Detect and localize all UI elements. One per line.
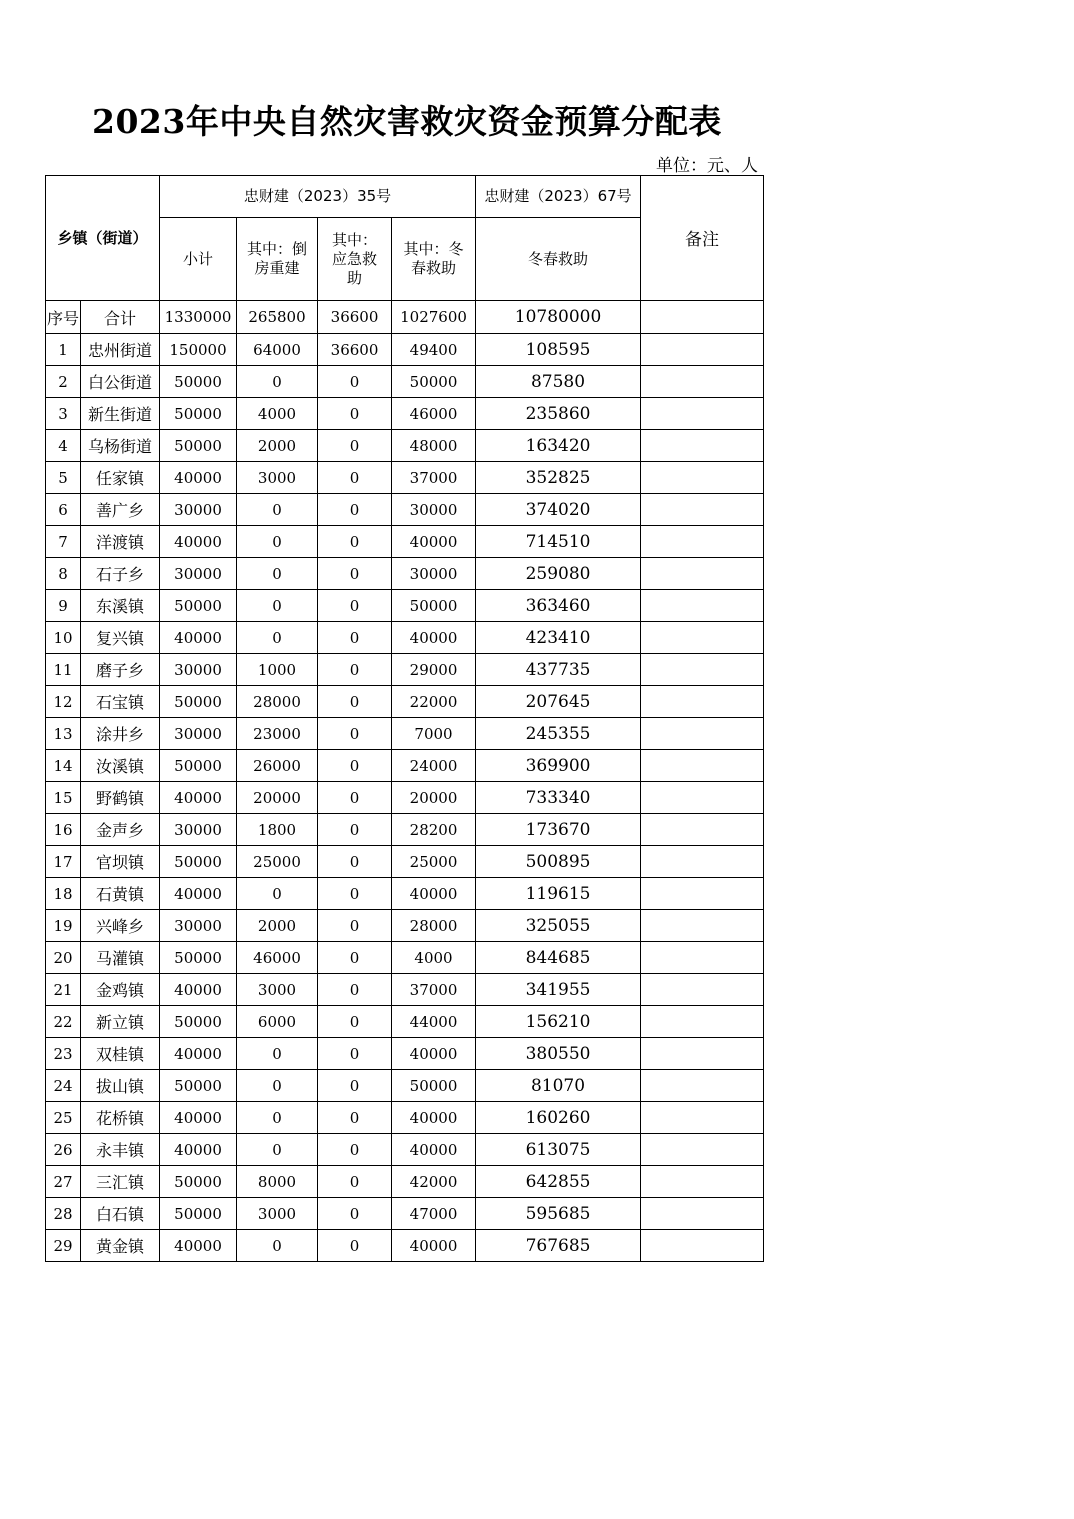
table-row [46,910,764,942]
row-number: 5 [46,462,81,494]
row-number: 3 [46,398,81,430]
collapsed-rebuild-cell: 0 [237,622,318,654]
township-name: 复兴镇 [81,622,160,654]
winter-relief-35-cell: 20000 [392,782,476,814]
total-collapsed: 265800 [237,301,318,334]
table-row [46,590,764,622]
township-name: 涂井乡 [81,718,160,750]
township-name: 汝溪镇 [81,750,160,782]
row-number: 13 [46,718,81,750]
winter-relief-67-cell: 160260 [476,1102,641,1134]
subtotal-cell: 30000 [160,558,237,590]
township-name: 马灌镇 [81,942,160,974]
winter-relief-35-cell: 24000 [392,750,476,782]
total-label: 合计 [81,301,160,334]
winter-relief-35-cell: 30000 [392,558,476,590]
remark-cell [641,718,764,750]
subtotal-cell: 50000 [160,590,237,622]
table-row [46,558,764,590]
table-row [46,1198,764,1230]
emergency-relief-cell: 0 [318,526,392,558]
winter-relief-35-cell: 40000 [392,1230,476,1262]
remark-cell [641,430,764,462]
table-row [46,366,764,398]
winter-relief-35-cell: 48000 [392,430,476,462]
subtotal-cell: 40000 [160,1102,237,1134]
winter-relief-67-cell: 613075 [476,1134,641,1166]
collapsed-rebuild-cell: 26000 [237,750,318,782]
emergency-relief-cell: 0 [318,1230,392,1262]
table-row [46,846,764,878]
emergency-relief-cell: 0 [318,910,392,942]
total-emergency: 36600 [318,301,392,334]
row-number: 15 [46,782,81,814]
winter-relief-35-cell: 40000 [392,1134,476,1166]
winter-relief-35-cell: 40000 [392,526,476,558]
township-name: 新立镇 [81,1006,160,1038]
total-winter-35: 1027600 [392,301,476,334]
emergency-relief-cell: 0 [318,1166,392,1198]
winter-relief-67-cell: 108595 [476,334,641,366]
remark-cell [641,1134,764,1166]
row-number: 17 [46,846,81,878]
table-row [46,814,764,846]
row-number: 19 [46,910,81,942]
row-number: 4 [46,430,81,462]
emergency-relief-cell: 0 [318,686,392,718]
winter-relief-67-cell: 767685 [476,1230,641,1262]
collapsed-rebuild-cell: 0 [237,1038,318,1070]
subtotal-cell: 50000 [160,1006,237,1038]
remark-cell [641,910,764,942]
remark-cell [641,846,764,878]
winter-relief-67-cell: 207645 [476,686,641,718]
subtotal-cell: 50000 [160,1198,237,1230]
table-row [46,1134,764,1166]
emergency-relief-cell: 0 [318,1006,392,1038]
winter-relief-67-cell: 325055 [476,910,641,942]
subtotal-cell: 40000 [160,462,237,494]
township-name: 黄金镇 [81,1230,160,1262]
allocation-table [45,175,764,1262]
collapsed-rebuild-cell: 0 [237,558,318,590]
collapsed-rebuild-cell: 0 [237,1134,318,1166]
remark-cell [641,334,764,366]
subtotal-cell: 50000 [160,686,237,718]
header-township: 乡镇（街道） [46,176,160,301]
subtotal-cell: 50000 [160,366,237,398]
emergency-relief-cell: 0 [318,942,392,974]
row-number: 18 [46,878,81,910]
winter-relief-35-cell: 4000 [392,942,476,974]
winter-relief-67-cell: 163420 [476,430,641,462]
township-name: 官坝镇 [81,846,160,878]
winter-relief-35-cell: 40000 [392,878,476,910]
winter-relief-67-cell: 733340 [476,782,641,814]
winter-relief-67-cell: 173670 [476,814,641,846]
emergency-relief-cell: 0 [318,558,392,590]
township-name: 金声乡 [81,814,160,846]
township-name: 任家镇 [81,462,160,494]
emergency-relief-cell: 0 [318,1134,392,1166]
remark-cell [641,750,764,782]
table-row [46,1166,764,1198]
winter-relief-35-cell: 40000 [392,1038,476,1070]
remark-cell [641,462,764,494]
remark-cell [641,942,764,974]
emergency-relief-cell: 0 [318,622,392,654]
subtotal-cell: 50000 [160,1166,237,1198]
remark-cell [641,1230,764,1262]
remark-cell [641,526,764,558]
township-name: 乌杨街道 [81,430,160,462]
subtotal-cell: 50000 [160,942,237,974]
winter-relief-35-cell: 44000 [392,1006,476,1038]
remark-cell [641,366,764,398]
township-name: 金鸡镇 [81,974,160,1006]
subtotal-cell: 50000 [160,398,237,430]
remark-cell [641,686,764,718]
total-subtotal: 1330000 [160,301,237,334]
winter-relief-35-cell: 46000 [392,398,476,430]
winter-relief-67-cell: 119615 [476,878,641,910]
township-name: 石子乡 [81,558,160,590]
row-number: 27 [46,1166,81,1198]
row-number: 7 [46,526,81,558]
winter-relief-35-cell: 47000 [392,1198,476,1230]
collapsed-rebuild-cell: 2000 [237,910,318,942]
collapsed-rebuild-cell: 3000 [237,1198,318,1230]
header-winter-relief-35: 其中：冬春救助 [392,218,476,301]
emergency-relief-cell: 0 [318,1070,392,1102]
subtotal-cell: 50000 [160,1070,237,1102]
remark-cell [641,878,764,910]
collapsed-rebuild-cell: 64000 [237,334,318,366]
emergency-relief-cell: 0 [318,1198,392,1230]
collapsed-rebuild-cell: 4000 [237,398,318,430]
remark-cell [641,654,764,686]
collapsed-rebuild-cell: 46000 [237,942,318,974]
row-number: 2 [46,366,81,398]
row-number: 9 [46,590,81,622]
table-row [46,1070,764,1102]
winter-relief-35-cell: 40000 [392,1102,476,1134]
winter-relief-67-cell: 235860 [476,398,641,430]
total-row [46,301,764,334]
table-row [46,398,764,430]
collapsed-rebuild-cell: 8000 [237,1166,318,1198]
emergency-relief-cell: 0 [318,654,392,686]
township-name: 善广乡 [81,494,160,526]
collapsed-rebuild-cell: 0 [237,1230,318,1262]
winter-relief-35-cell: 50000 [392,590,476,622]
row-number: 23 [46,1038,81,1070]
collapsed-rebuild-cell: 0 [237,526,318,558]
winter-relief-67-cell: 380550 [476,1038,641,1070]
index-header: 序号 [46,301,81,334]
remark-cell [641,974,764,1006]
subtotal-cell: 150000 [160,334,237,366]
winter-relief-35-cell: 37000 [392,462,476,494]
remark-cell [641,494,764,526]
winter-relief-67-cell: 374020 [476,494,641,526]
row-number: 16 [46,814,81,846]
emergency-relief-cell: 0 [318,750,392,782]
winter-relief-35-cell: 29000 [392,654,476,686]
remark-cell [641,1198,764,1230]
subtotal-cell: 40000 [160,878,237,910]
township-name: 野鹤镇 [81,782,160,814]
emergency-relief-cell: 0 [318,718,392,750]
winter-relief-35-cell: 28200 [392,814,476,846]
winter-relief-67-cell: 259080 [476,558,641,590]
row-number: 8 [46,558,81,590]
header-winter-relief-67: 冬春救助 [476,218,641,301]
winter-relief-35-cell: 30000 [392,494,476,526]
table-row [46,494,764,526]
winter-relief-67-cell: 437735 [476,654,641,686]
township-name: 石黄镇 [81,878,160,910]
township-name: 花桥镇 [81,1102,160,1134]
table-row [46,430,764,462]
row-number: 11 [46,654,81,686]
winter-relief-35-cell: 22000 [392,686,476,718]
remark-cell [641,1070,764,1102]
row-number: 20 [46,942,81,974]
winter-relief-67-cell: 595685 [476,1198,641,1230]
subtotal-cell: 40000 [160,526,237,558]
collapsed-rebuild-cell: 0 [237,494,318,526]
unit-label: 单位：元、人 [656,156,758,176]
table-row [46,654,764,686]
township-name: 白石镇 [81,1198,160,1230]
remark-cell [641,558,764,590]
table-row [46,750,764,782]
winter-relief-67-cell: 423410 [476,622,641,654]
emergency-relief-cell: 0 [318,366,392,398]
header-emergency-relief: 其中：应急救助 [318,218,392,301]
emergency-relief-cell: 36600 [318,334,392,366]
row-number: 6 [46,494,81,526]
row-number: 21 [46,974,81,1006]
remark-cell [641,1102,764,1134]
collapsed-rebuild-cell: 0 [237,1070,318,1102]
table-row [46,334,764,366]
winter-relief-35-cell: 7000 [392,718,476,750]
collapsed-rebuild-cell: 3000 [237,974,318,1006]
township-name: 白公街道 [81,366,160,398]
township-name: 磨子乡 [81,654,160,686]
collapsed-rebuild-cell: 25000 [237,846,318,878]
collapsed-rebuild-cell: 0 [237,878,318,910]
winter-relief-67-cell: 245355 [476,718,641,750]
collapsed-rebuild-cell: 3000 [237,462,318,494]
collapsed-rebuild-cell: 20000 [237,782,318,814]
table-row [46,462,764,494]
row-number: 1 [46,334,81,366]
remark-cell [641,622,764,654]
collapsed-rebuild-cell: 28000 [237,686,318,718]
table-row [46,718,764,750]
table-row [46,974,764,1006]
header-collapsed-rebuild: 其中：倒房重建 [237,218,318,301]
emergency-relief-cell: 0 [318,878,392,910]
collapsed-rebuild-cell: 6000 [237,1006,318,1038]
row-number: 10 [46,622,81,654]
winter-relief-35-cell: 40000 [392,622,476,654]
total-remark [641,301,764,334]
subtotal-cell: 40000 [160,782,237,814]
table-row [46,622,764,654]
table-row [46,1230,764,1262]
winter-relief-67-cell: 500895 [476,846,641,878]
subtotal-cell: 50000 [160,846,237,878]
remark-cell [641,1038,764,1070]
subtotal-cell: 40000 [160,622,237,654]
collapsed-rebuild-cell: 0 [237,1102,318,1134]
table-row [46,782,764,814]
winter-relief-35-cell: 50000 [392,1070,476,1102]
township-name: 拔山镇 [81,1070,160,1102]
collapsed-rebuild-cell: 23000 [237,718,318,750]
emergency-relief-cell: 0 [318,782,392,814]
winter-relief-67-cell: 369900 [476,750,641,782]
emergency-relief-cell: 0 [318,398,392,430]
emergency-relief-cell: 0 [318,974,392,1006]
row-number: 22 [46,1006,81,1038]
table-row [46,1102,764,1134]
township-name: 洋渡镇 [81,526,160,558]
township-name: 三汇镇 [81,1166,160,1198]
collapsed-rebuild-cell: 0 [237,590,318,622]
subtotal-cell: 40000 [160,974,237,1006]
winter-relief-35-cell: 28000 [392,910,476,942]
page-title: 2023年中央自然灾害救灾资金预算分配表 [92,102,722,141]
emergency-relief-cell: 0 [318,1038,392,1070]
row-number: 29 [46,1230,81,1262]
table-row [46,526,764,558]
winter-relief-67-cell: 714510 [476,526,641,558]
subtotal-cell: 30000 [160,910,237,942]
subtotal-cell: 40000 [160,1038,237,1070]
winter-relief-67-cell: 341955 [476,974,641,1006]
collapsed-rebuild-cell: 0 [237,366,318,398]
table-row [46,1038,764,1070]
subtotal-cell: 30000 [160,494,237,526]
winter-relief-67-cell: 844685 [476,942,641,974]
remark-cell [641,1006,764,1038]
collapsed-rebuild-cell: 1800 [237,814,318,846]
winter-relief-67-cell: 352825 [476,462,641,494]
remark-cell [641,1166,764,1198]
township-name: 忠州街道 [81,334,160,366]
remark-cell [641,782,764,814]
subtotal-cell: 30000 [160,718,237,750]
collapsed-rebuild-cell: 2000 [237,430,318,462]
emergency-relief-cell: 0 [318,494,392,526]
winter-relief-35-cell: 37000 [392,974,476,1006]
winter-relief-35-cell: 50000 [392,366,476,398]
emergency-relief-cell: 0 [318,846,392,878]
header-group-35: 忠财建（2023）35号 [160,176,476,218]
subtotal-cell: 40000 [160,1230,237,1262]
collapsed-rebuild-cell: 1000 [237,654,318,686]
winter-relief-67-cell: 156210 [476,1006,641,1038]
table-row [46,686,764,718]
emergency-relief-cell: 0 [318,462,392,494]
header-remark: 备注 [641,176,764,301]
row-number: 24 [46,1070,81,1102]
row-number: 26 [46,1134,81,1166]
table-row [46,878,764,910]
header-group-67: 忠财建（2023）67号 [476,176,641,218]
subtotal-cell: 30000 [160,814,237,846]
header-subtotal: 小计 [160,218,237,301]
subtotal-cell: 50000 [160,750,237,782]
remark-cell [641,814,764,846]
subtotal-cell: 50000 [160,430,237,462]
township-name: 双桂镇 [81,1038,160,1070]
winter-relief-67-cell: 363460 [476,590,641,622]
winter-relief-67-cell: 81070 [476,1070,641,1102]
row-number: 25 [46,1102,81,1134]
township-name: 石宝镇 [81,686,160,718]
township-name: 新生街道 [81,398,160,430]
emergency-relief-cell: 0 [318,430,392,462]
subtotal-cell: 30000 [160,654,237,686]
row-number: 12 [46,686,81,718]
township-name: 东溪镇 [81,590,160,622]
winter-relief-35-cell: 25000 [392,846,476,878]
table-row [46,1006,764,1038]
remark-cell [641,590,764,622]
row-number: 28 [46,1198,81,1230]
emergency-relief-cell: 0 [318,1102,392,1134]
winter-relief-35-cell: 49400 [392,334,476,366]
emergency-relief-cell: 0 [318,814,392,846]
winter-relief-67-cell: 642855 [476,1166,641,1198]
township-name: 兴峰乡 [81,910,160,942]
remark-cell [641,398,764,430]
township-name: 永丰镇 [81,1134,160,1166]
table-body [46,301,764,1262]
winter-relief-67-cell: 87580 [476,366,641,398]
row-number: 14 [46,750,81,782]
table-row [46,942,764,974]
subtotal-cell: 40000 [160,1134,237,1166]
winter-relief-35-cell: 42000 [392,1166,476,1198]
emergency-relief-cell: 0 [318,590,392,622]
total-winter-67: 10780000 [476,301,641,334]
